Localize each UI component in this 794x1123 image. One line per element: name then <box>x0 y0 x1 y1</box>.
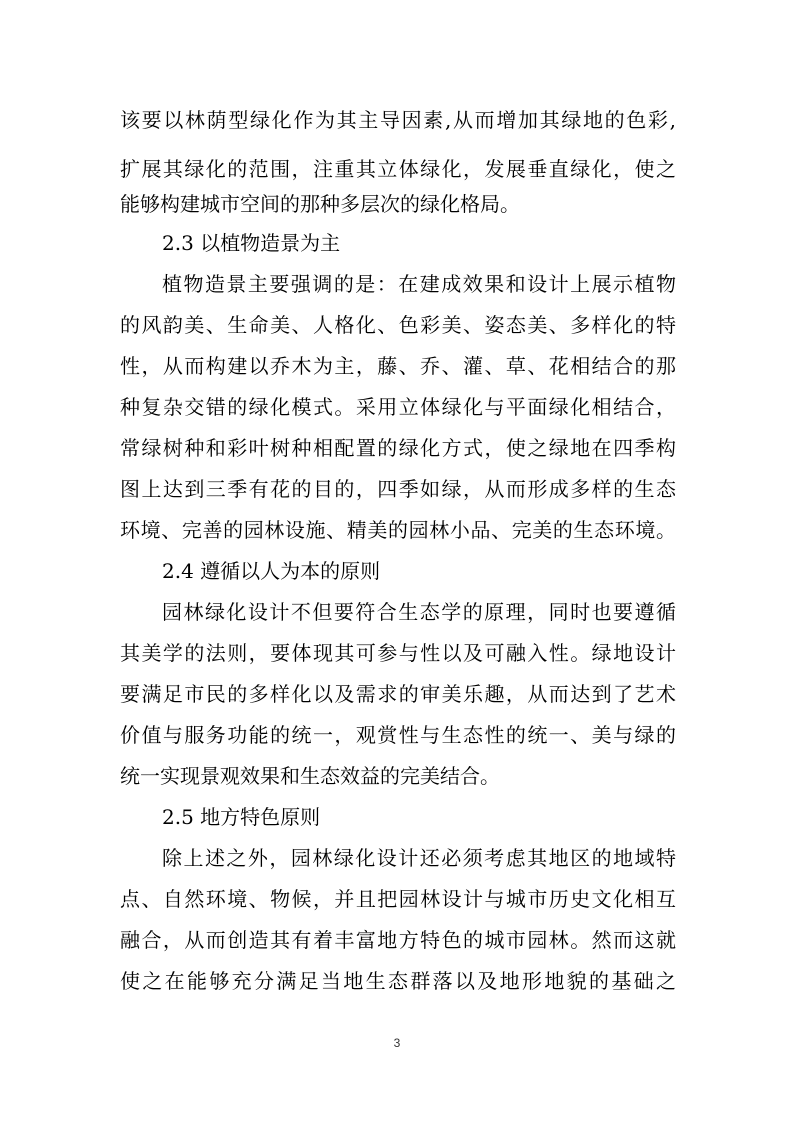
body-text-line: 能够构建城市空间的那种多层次的绿化格局。 <box>120 192 520 216</box>
body-text-line: 统一实现景观效果和生态效益的完美结合。 <box>120 764 500 788</box>
body-text-line: 其美学的法则，要体现其可参与性以及可融入性。绿地设计 <box>120 641 676 665</box>
body-text-line: 性，从而构建以乔木为主，藤、乔、灌、草、花相结合的那 <box>120 354 676 378</box>
section-heading-2-5: 2.5 地方特色原则 <box>162 805 321 829</box>
body-text-line: 种复杂交错的绿化模式。采用立体绿化与平面绿化相结合， <box>120 395 676 419</box>
body-text-line: 融合，从而创造其有着丰富地方特色的城市园林。然而这就 <box>120 928 676 952</box>
body-text-line: 的风韵美、生命美、人格化、色彩美、姿态美、多样化的特 <box>120 313 676 337</box>
page-number: 3 <box>393 1036 401 1050</box>
body-text-line: 园林绿化设计不但要符合生态学的原理，同时也要遵循 <box>162 600 676 624</box>
body-text-line: 图上达到三季有花的目的，四季如绿，从而形成多样的生态 <box>120 477 676 501</box>
section-heading-2-3: 2.3 以植物造景为主 <box>162 231 341 255</box>
body-text-line: 常绿树种和彩叶树种相配置的绿化方式，使之绿地在四季构 <box>120 436 676 460</box>
body-text-line: 环境、完善的园林设施、精美的园林小品、完美的生态环境。 <box>120 518 676 542</box>
body-text-line: 使之在能够充分满足当地生态群落以及地形地貌的基础之 <box>120 969 676 993</box>
body-text-line: 点、自然环境、物候，并且把园林设计与城市历史文化相互 <box>120 887 676 911</box>
body-text-line: 除上述之外，园林绿化设计还必须考虑其地区的地域特 <box>162 846 676 870</box>
body-text-line: 扩展其绿化的范围，注重其立体绿化，发展垂直绿化，使之 <box>120 157 676 181</box>
body-text-line: 植物造景主要强调的是：在建成效果和设计上展示植物 <box>162 272 676 296</box>
body-text-line: 价值与服务功能的统一，观赏性与生态性的统一、美与绿的 <box>120 723 676 747</box>
body-text-line: 要满足市民的多样化以及需求的审美乐趣，从而达到了艺术 <box>120 682 676 706</box>
section-heading-2-4: 2.4 遵循以人为本的原则 <box>162 559 381 583</box>
body-text-line: 该要以林荫型绿化作为其主导因素,从而增加其绿地的色彩, <box>120 108 676 132</box>
